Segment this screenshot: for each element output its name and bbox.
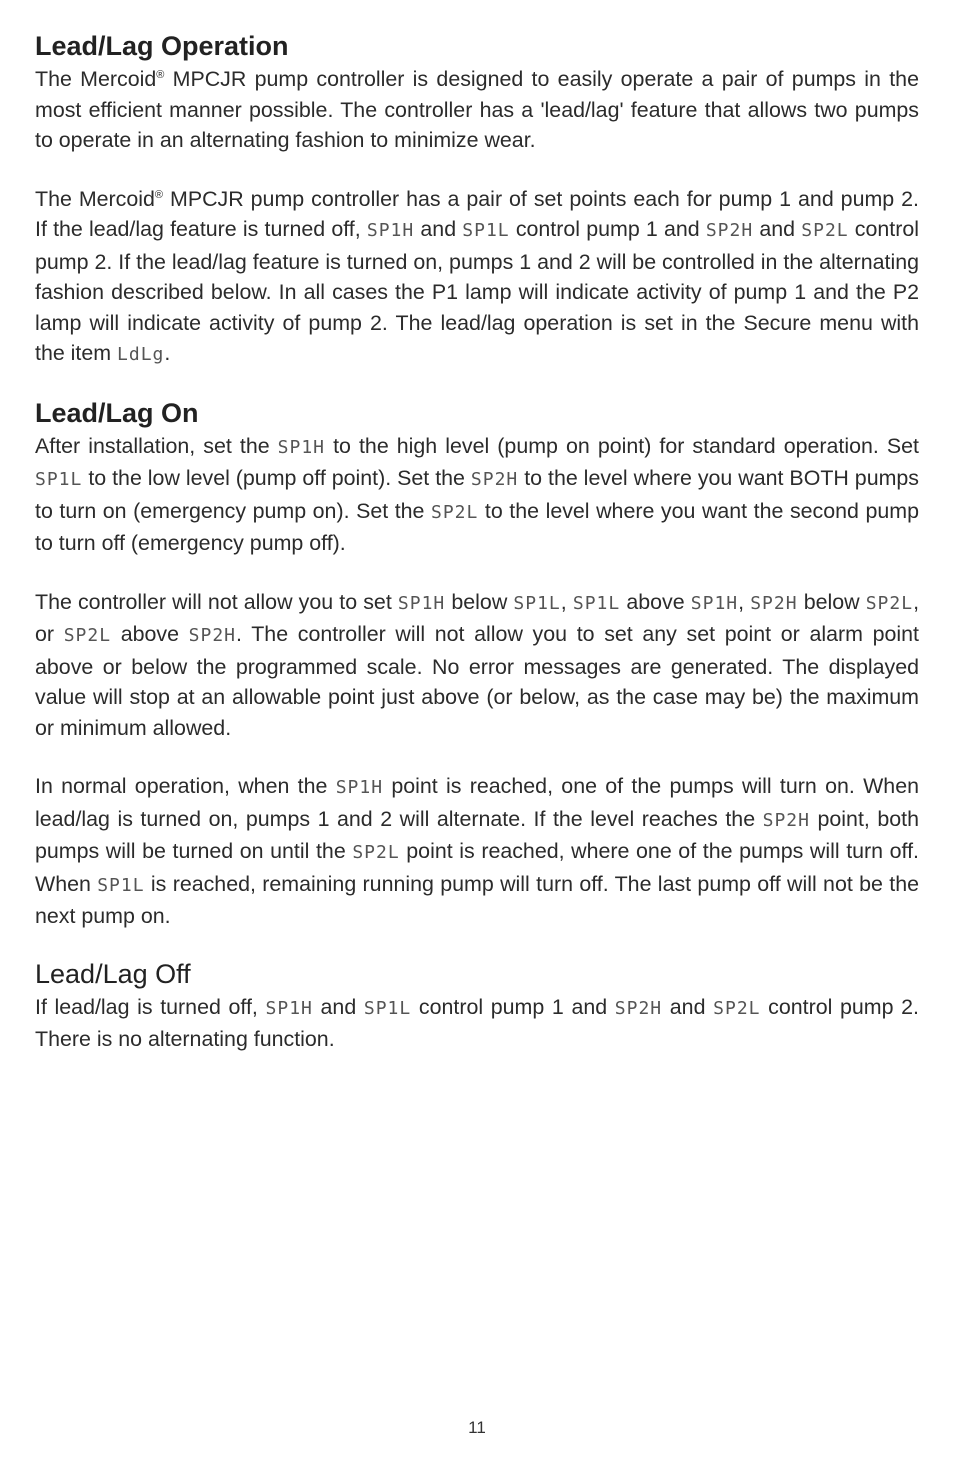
text: control pump 1 and bbox=[411, 994, 615, 1019]
paragraph-on-installation bbox=[35, 431, 919, 559]
text: to the level where you want the second pump to turn off (emergency pump off). bbox=[35, 498, 919, 555]
code-sp2l: SP2L bbox=[431, 501, 479, 523]
manual-page bbox=[35, 28, 919, 1055]
text: MPCJR pump controller is designed to easily operate a pair of pumps in the most efficient manner possible. The controller has a 'lead/lag' feature that allows two pumps to operate in an alternating fashion to minimize wear. bbox=[35, 67, 919, 152]
text: . The controller will not allow you to set any set point or alarm point above or below the programmed scale. No error messages are generated. The displayed value will stop at an allowable point just above (or below, as the case may be) the maximum or minimum allowed. bbox=[35, 622, 919, 740]
code-sp1h: SP1H bbox=[277, 436, 326, 458]
code-sp2l: SP2L bbox=[63, 625, 112, 646]
text: , bbox=[738, 589, 751, 614]
text: point, both pumps will be turned on until the bbox=[35, 806, 919, 863]
text: and bbox=[662, 994, 714, 1019]
code-sp2h: SP2H bbox=[188, 625, 237, 646]
code-sp2h: SP2H bbox=[705, 220, 754, 241]
text: to the level where you want BOTH pumps to turn on (emergency pump on). Set the bbox=[35, 466, 920, 523]
registered-mark: ® bbox=[156, 68, 165, 81]
text: below bbox=[797, 589, 866, 614]
text: , bbox=[560, 589, 573, 614]
code-sp2h: SP2H bbox=[750, 592, 798, 614]
paragraph-off bbox=[35, 992, 919, 1055]
code-sp2l: SP2L bbox=[801, 220, 849, 241]
code-sp2h: SP2H bbox=[762, 809, 810, 831]
registered-mark: ® bbox=[154, 188, 164, 201]
text: and bbox=[414, 217, 463, 241]
text: After installation, set the bbox=[35, 433, 278, 458]
text: and bbox=[753, 217, 802, 241]
code-sp1h: SP1H bbox=[265, 997, 313, 1019]
text: point is reached, where one of the pumps will turn off. When bbox=[35, 839, 919, 896]
code-sp1l: SP1L bbox=[363, 997, 412, 1019]
heading-lead-lag-operation: Lead/Lag Operation bbox=[35, 31, 289, 61]
code-sp1l: SP1L bbox=[97, 874, 145, 896]
text: The Mercoid bbox=[35, 67, 157, 91]
text: . bbox=[164, 341, 171, 365]
paragraph-operation-setpoints bbox=[35, 184, 919, 371]
text: and bbox=[312, 994, 364, 1019]
text: point is reached, one of the pumps will turn on. When lead/lag is turned on, pumps 1 and 2 will alternate. If the level reaches the bbox=[35, 774, 919, 831]
code-sp2l: SP2L bbox=[713, 997, 761, 1019]
code-sp1l: SP1L bbox=[513, 592, 561, 614]
text: In normal operation, when the bbox=[35, 774, 336, 798]
paragraph-on-limits bbox=[35, 587, 919, 744]
heading-lead-lag-on: Lead/Lag On bbox=[35, 397, 199, 428]
text: MPCJR pump controller has a pair of set points each for pump 1 and pump 2. If the lead/lag feature is turned off, bbox=[35, 186, 920, 241]
text: above bbox=[111, 622, 189, 646]
paragraph-on-normal-operation bbox=[35, 771, 919, 932]
code-sp1h: SP1H bbox=[397, 592, 446, 614]
text: control pump 1 and bbox=[509, 217, 706, 241]
code-ldlg: LdLg bbox=[117, 344, 165, 365]
text: The Mercoid bbox=[35, 186, 155, 211]
text: control pump 2. If the lead/lag feature is turned on, pumps 1 and 2 will be controlled in the alternating fashion described below. In all cases the P1 lamp will indicate activity of pump 1 and the P2 lamp will indicate activity of pump 2. The lead/lag operation is set in the Secure menu with the item bbox=[35, 217, 920, 365]
page-number: 11 bbox=[468, 1418, 486, 1437]
text: to the low level (pump off point). Set the bbox=[82, 466, 471, 490]
code-sp1h: SP1H bbox=[335, 777, 384, 798]
code-sp1l: SP1L bbox=[35, 469, 83, 490]
code-sp1l: SP1L bbox=[572, 592, 621, 614]
code-sp2h: SP2H bbox=[614, 997, 663, 1019]
text: control pump 2. There is no alternating function. bbox=[35, 994, 920, 1051]
text: The controller will not allow you to set bbox=[35, 589, 398, 614]
text: is reached, remaining running pump will turn off. The last pump off will not be the next pump on. bbox=[35, 871, 919, 928]
code-sp1h: SP1H bbox=[690, 592, 739, 614]
paragraph-operation-intro bbox=[35, 64, 919, 156]
text: below bbox=[445, 589, 514, 614]
code-sp2l: SP2L bbox=[352, 842, 400, 863]
code-sp2h: SP2H bbox=[470, 469, 519, 490]
code-sp1l: SP1L bbox=[462, 220, 510, 241]
code-sp2l: SP2L bbox=[865, 592, 914, 614]
text: to the high level (pump on point) for standard operation. Set bbox=[325, 433, 919, 458]
text: If lead/lag is turned off, bbox=[35, 994, 266, 1019]
code-sp1h: SP1H bbox=[366, 220, 415, 241]
heading-lead-lag-off: Lead/Lag Off bbox=[35, 958, 191, 989]
text: above bbox=[620, 589, 691, 614]
text: , or bbox=[35, 589, 920, 646]
